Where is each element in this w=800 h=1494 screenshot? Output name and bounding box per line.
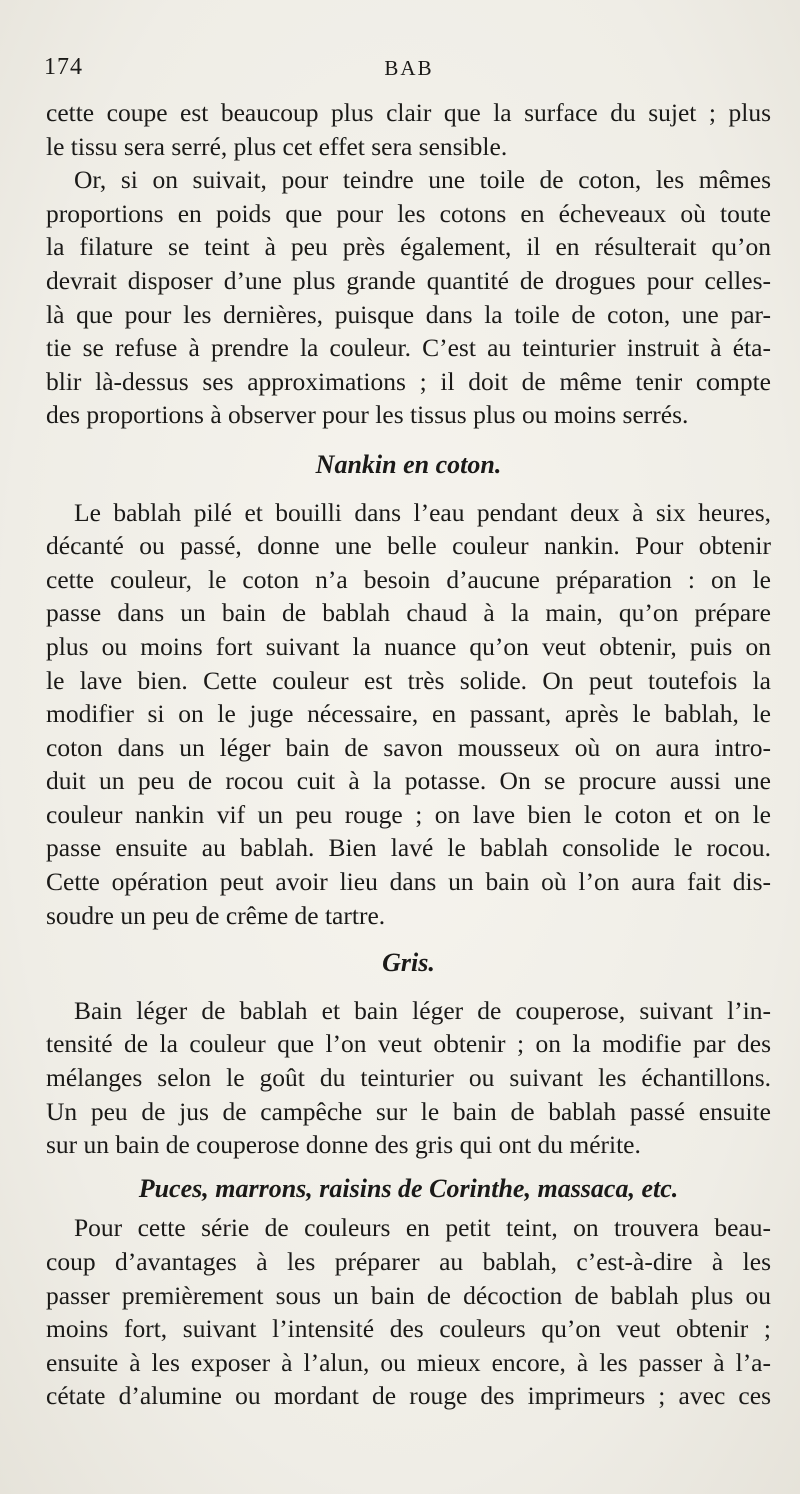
- text-line: tensité de la couleur que l’on veut obtenir ; on la modifie par des: [46, 1029, 771, 1059]
- text-line: le tissu sera serré, plus cet effet sera sensible.: [46, 131, 508, 161]
- paragraph-puces: [46, 1211, 771, 1413]
- text-line: décanté ou passé, donne une belle couleur nankin. Pour obtenir: [46, 531, 771, 561]
- text-line: mélanges selon le goût du teinturier ou suivant les échantillons.: [46, 1063, 771, 1093]
- text-line: cette coupe est beaucoup plus clair que la surface du sujet ; plus: [46, 98, 771, 127]
- text-line: Bain léger de bablah et bain léger de couperose, suivant l’in-: [74, 995, 771, 1025]
- section-heading-nankin: Nankin en coton.: [315, 449, 502, 479]
- text-line: couleur nankin vif un peu rouge ; on lave bien le coton et on le: [46, 799, 771, 829]
- text-line: là que pour les dernières, puisque dans la toile de coton, une par-: [46, 299, 771, 329]
- text-line: devrait disposer d’une plus grande quantité de drogues pour celles-: [46, 265, 771, 295]
- paragraph-gris: [46, 994, 771, 1162]
- text-line: Un peu de jus de campêche sur le bain de bablah passé ensuite: [46, 1096, 771, 1126]
- text-line: tie se refuse à prendre la couleur. C’est au teinturier instruit à éta-: [46, 333, 771, 363]
- section-heading-gris: Gris.: [382, 948, 435, 978]
- text-line: passe dans un bain de bablah chaud à la main, qu’on prépare: [46, 598, 771, 628]
- text-line: blir là-dessus ses approximations ; il doit de même tenir compte: [46, 366, 771, 396]
- paragraph-proportions: [46, 163, 771, 432]
- page-header: [44, 54, 774, 90]
- text-line: modifier si on le juge nécessaire, en passant, après le bablah, le: [46, 699, 771, 729]
- section-heading-puces: Puces, marrons, raisins de Corinthe, massaca, etc.: [138, 1173, 679, 1203]
- text-line: la filature se teint à peu près également, il en résulterait qu’on: [46, 232, 771, 262]
- text-line: coton dans un léger bain de savon mousseux où on aura intro-: [46, 732, 771, 762]
- text-line: cette couleur, le coton n’a besoin d’aucune préparation : on le: [46, 564, 771, 594]
- text-line: coup d’avantages à les préparer au bablah, c’est-à-dire à les: [46, 1247, 771, 1276]
- text-line: Or, si on suivait, pour teindre une toile de coton, les mêmes: [74, 165, 771, 195]
- text-line: moins fort, suivant l’intensité des couleurs qu’on veut obtenir ;: [46, 1314, 771, 1344]
- text-line: des proportions à observer pour les tissus plus ou moins serrés.: [46, 400, 689, 430]
- text-line: ensuite à les exposer à l’alun, ou mieux encore, à les passer à l’a-: [46, 1347, 771, 1377]
- text-line: passe ensuite au bablah. Bien lavé le bablah consolide le rocou.: [46, 833, 771, 863]
- page-number: 174: [44, 54, 83, 80]
- running-head: BAB: [384, 56, 434, 80]
- text-line: proportions en poids que pour les cotons en écheveaux où toute: [46, 198, 771, 228]
- text-line: cétate d’alumine ou mordant de rouge des imprimeurs ; avec ces: [46, 1381, 771, 1411]
- paragraph-continuation: [46, 96, 771, 163]
- text-line: Cette opération peut avoir lieu dans un bain où l’on aura fait dis-: [46, 867, 771, 897]
- text-line: duit un peu de rocou cuit à la potasse. On se procure aussi une: [46, 766, 771, 796]
- body-text: [46, 96, 771, 1413]
- text-line: passer premièrement sous un bain de décoction de bablah plus ou: [46, 1280, 771, 1310]
- text-line: le lave bien. Cette couleur est très solide. On peut toutefois la: [46, 665, 771, 695]
- paragraph-nankin: [46, 496, 771, 933]
- text-line: soudre un peu de crême de tartre.: [46, 900, 386, 930]
- text-line: plus ou moins fort suivant la nuance qu’on veut obtenir, puis on: [46, 631, 771, 661]
- text-line: Le bablah pilé et bouilli dans l’eau pendant deux à six heures,: [74, 497, 771, 527]
- text-line: Pour cette série de couleurs en petit teint, on trouvera beau-: [74, 1213, 771, 1243]
- text-line: sur un bain de couperose donne des gris qui ont du mérite.: [46, 1130, 641, 1160]
